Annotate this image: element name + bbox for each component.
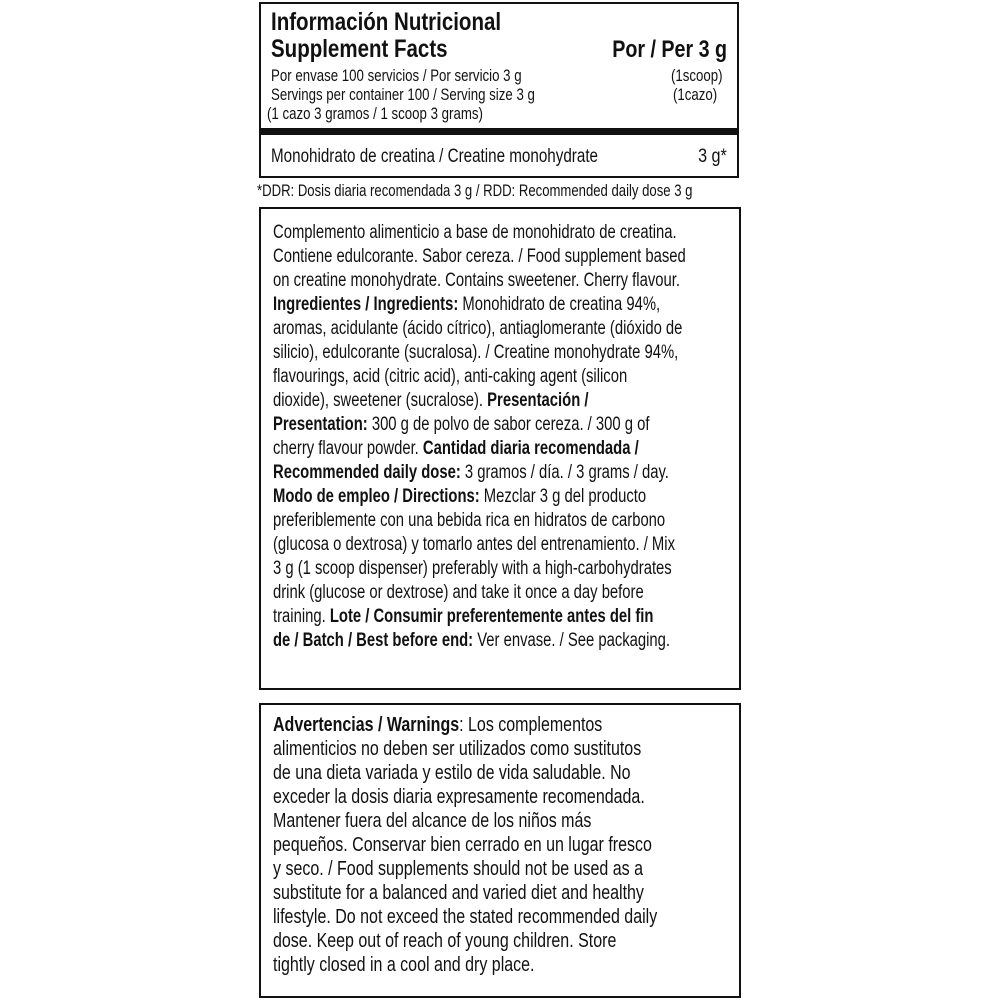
product-description-panel: [259, 207, 741, 690]
warn-line: tightly closed in a cool and dry place.: [273, 954, 535, 976]
supplement-facts-panel: [259, 2, 739, 178]
ingredient-name: Monohidrato de creatina / Creatine monohydrate: [271, 146, 598, 167]
desc-line: aromas, acidulante (ácido cítrico), antiaglomerante (dióxido de: [273, 318, 683, 339]
facts-title-es: Información Nutricional: [271, 8, 502, 36]
desc-line: Contiene edulcorante. Sabor cereza. / Food supplement based: [273, 246, 686, 267]
warn-line: dose. Keep out of reach of young children. Store: [273, 930, 617, 952]
facts-title-en: Supplement Facts: [271, 35, 448, 63]
warn-line: exceder la dosis diaria expresamente recomendada.: [273, 786, 645, 808]
batch-heading: Lote / Consumir preferentemente antes del fin: [329, 606, 654, 627]
ingredient-amount: 3 g*: [698, 146, 727, 167]
desc-line: dioxide), sweetener (sucralose). Presentación /: [273, 390, 589, 411]
desc-line: drink (glucose or dextrose) and take it once a day before: [273, 582, 644, 603]
desc-line: flavourings, acid (citric acid), anti-caking agent (silicon: [273, 366, 628, 387]
ingredients-heading: Ingredientes / Ingredients:: [273, 294, 459, 315]
desc-line: preferiblemente con una bebida rica en hidratos de carbono: [273, 510, 666, 531]
daily-dose-heading: Cantidad diaria recomendada /: [422, 438, 639, 459]
desc-line: 3 g (1 scoop dispenser) preferably with a high-carbohydrates: [273, 558, 672, 579]
directions-line: Modo de empleo / Directions: Mezclar 3 g del producto: [273, 486, 647, 507]
warnings-heading: Advertencias / Warnings: [273, 714, 460, 736]
desc-line: on creatine monohydrate. Contains sweetener. Cherry flavour.: [273, 270, 680, 291]
warn-line: pequeños. Conservar bien cerrado en un lugar fresco: [273, 834, 652, 856]
scoop-right-2: (1cazo): [673, 85, 718, 104]
daily-dose-line: Recommended daily dose: 3 gramos / día. / 3 grams / day.: [273, 462, 669, 483]
desc-line: Complemento alimenticio a base de monohidrato de creatina.: [273, 222, 677, 243]
servings-es: Por envase 100 servicios / Por servicio 3 g: [271, 66, 522, 85]
scoop-right-1: (1scoop): [671, 66, 723, 85]
ingredients-line: Ingredientes / Ingredients: Monohidrato de creatina 94%,: [273, 294, 661, 315]
batch-line: de / Batch / Best before end: Ver envase. / See packaging.: [273, 630, 671, 651]
thick-divider: [261, 128, 737, 135]
warn-line: substitute for a balanced and varied diet and healthy: [273, 882, 644, 904]
warn-line: Mantener fuera del alcance de los niños más: [273, 810, 592, 832]
warnings-heading-line: Advertencias / Warnings: Los complementos: [273, 714, 603, 736]
warnings-panel: [259, 703, 741, 998]
scoop-note: (1 cazo 3 gramos / 1 scoop 3 grams): [267, 104, 483, 123]
desc-line: (glucosa o dextrosa) y tomarlo antes del entrenamiento. / Mix: [273, 534, 675, 555]
warn-line: y seco. / Food supplements should not be used as a: [273, 858, 644, 880]
servings-en: Servings per container 100 / Serving size 3 g: [271, 85, 535, 104]
per-serving-label: Por / Per 3 g: [612, 36, 727, 63]
desc-line: silicio), edulcorante (sucralosa). / Creatine monohydrate 94%,: [273, 342, 679, 363]
rdd-footnote: *DDR: Dosis diaria recomendada 3 g / RDD: Recommended daily dose 3 g: [257, 181, 693, 200]
presentation-line: Presentation: 300 g de polvo de sabor cereza. / 300 g of: [273, 414, 650, 435]
presentation-heading: Presentación /: [487, 390, 589, 411]
warn-line: de una dieta variada y estilo de vida saludable. No: [273, 762, 631, 784]
warn-line: alimenticios no deben ser utilizados como sustitutos: [273, 738, 642, 760]
desc-line: cherry flavour powder. Cantidad diaria recomendada /: [273, 438, 639, 459]
warn-line: lifestyle. Do not exceed the stated recommended daily: [273, 906, 658, 928]
directions-heading: Modo de empleo / Directions:: [273, 486, 480, 507]
batch-line: training. Lote / Consumir preferentemente antes del fin: [273, 606, 654, 627]
